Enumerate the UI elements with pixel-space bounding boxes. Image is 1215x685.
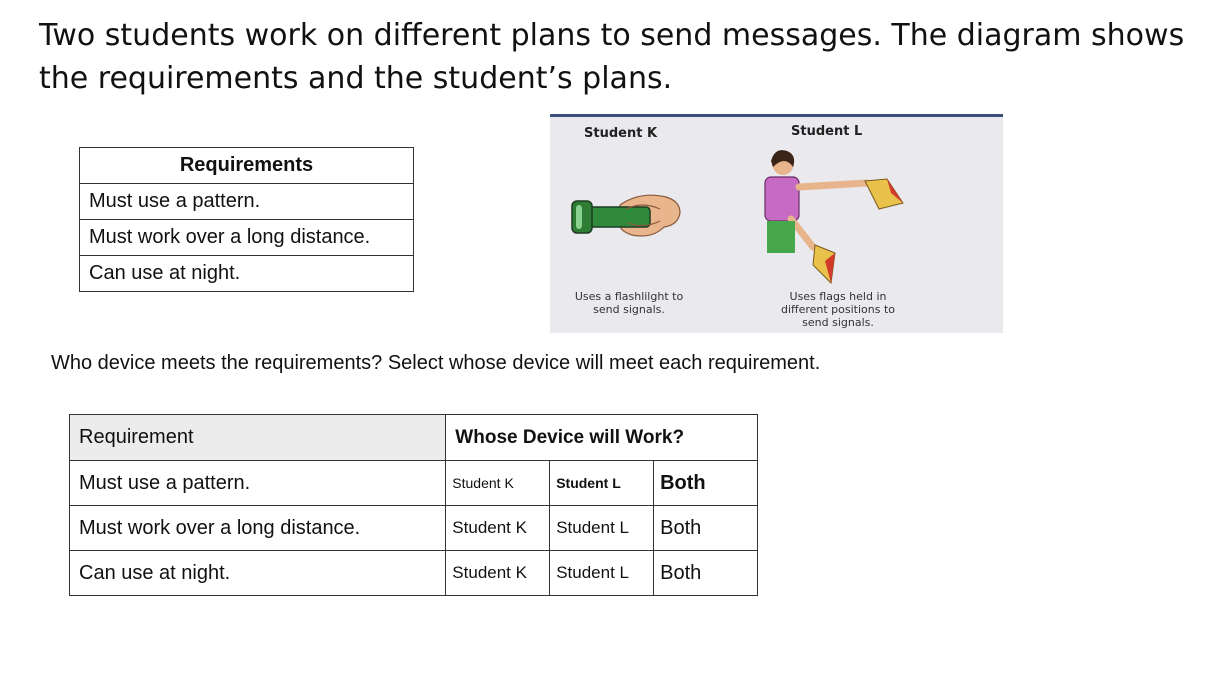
caption-line: Uses flags held in bbox=[789, 290, 887, 303]
option-student-l[interactable]: Student L bbox=[550, 461, 654, 506]
caption-line: Uses a flashlilght to bbox=[574, 290, 684, 303]
option-both[interactable]: Both bbox=[654, 461, 758, 506]
option-student-k[interactable]: Student K bbox=[446, 461, 550, 506]
whose-device-column-header: Whose Device will Work? bbox=[446, 415, 758, 461]
requirement-cell: Can use at night. bbox=[70, 551, 446, 596]
option-both[interactable]: Both bbox=[654, 506, 758, 551]
requirements-header: Requirements bbox=[80, 148, 414, 184]
caption-line: send signals. bbox=[802, 316, 874, 329]
caption-line: different positions to bbox=[780, 303, 896, 316]
table-row bbox=[70, 551, 758, 596]
student-k-caption bbox=[574, 290, 684, 316]
requirement-cell: Must work over a long distance. bbox=[70, 506, 446, 551]
requirement-cell: Must use a pattern. bbox=[70, 461, 446, 506]
requirement-item: Can use at night. bbox=[80, 256, 414, 292]
selection-table bbox=[69, 414, 758, 596]
question-heading bbox=[39, 14, 1209, 100]
requirement-column-header: Requirement bbox=[70, 415, 446, 461]
option-student-k[interactable]: Student K bbox=[446, 506, 550, 551]
heading-line-1: Two students work on different plans to send messages. The diagram shows bbox=[39, 18, 1185, 53]
option-student-l[interactable]: Student L bbox=[550, 506, 654, 551]
caption-line: send signals. bbox=[593, 303, 665, 316]
requirement-item: Must use a pattern. bbox=[80, 184, 414, 220]
flag-signaler-illustration bbox=[755, 145, 925, 295]
student-l-caption bbox=[763, 290, 913, 329]
option-both[interactable]: Both bbox=[654, 551, 758, 596]
table-row bbox=[70, 461, 758, 506]
student-l-label: Student L bbox=[791, 124, 863, 139]
student-k-label: Student K bbox=[584, 126, 658, 141]
requirement-item: Must work over a long distance. bbox=[80, 220, 414, 256]
flashlight-illustration bbox=[568, 187, 698, 247]
requirements-table bbox=[79, 147, 414, 292]
heading-line-2: the requirements and the student’s plans. bbox=[39, 61, 673, 96]
question-prompt: Who device meets the requirements? Select whose device will meet each requirement. bbox=[51, 352, 821, 374]
option-student-k[interactable]: Student K bbox=[446, 551, 550, 596]
option-student-l[interactable]: Student L bbox=[550, 551, 654, 596]
table-row bbox=[70, 506, 758, 551]
student-plans-diagram bbox=[550, 114, 1003, 333]
